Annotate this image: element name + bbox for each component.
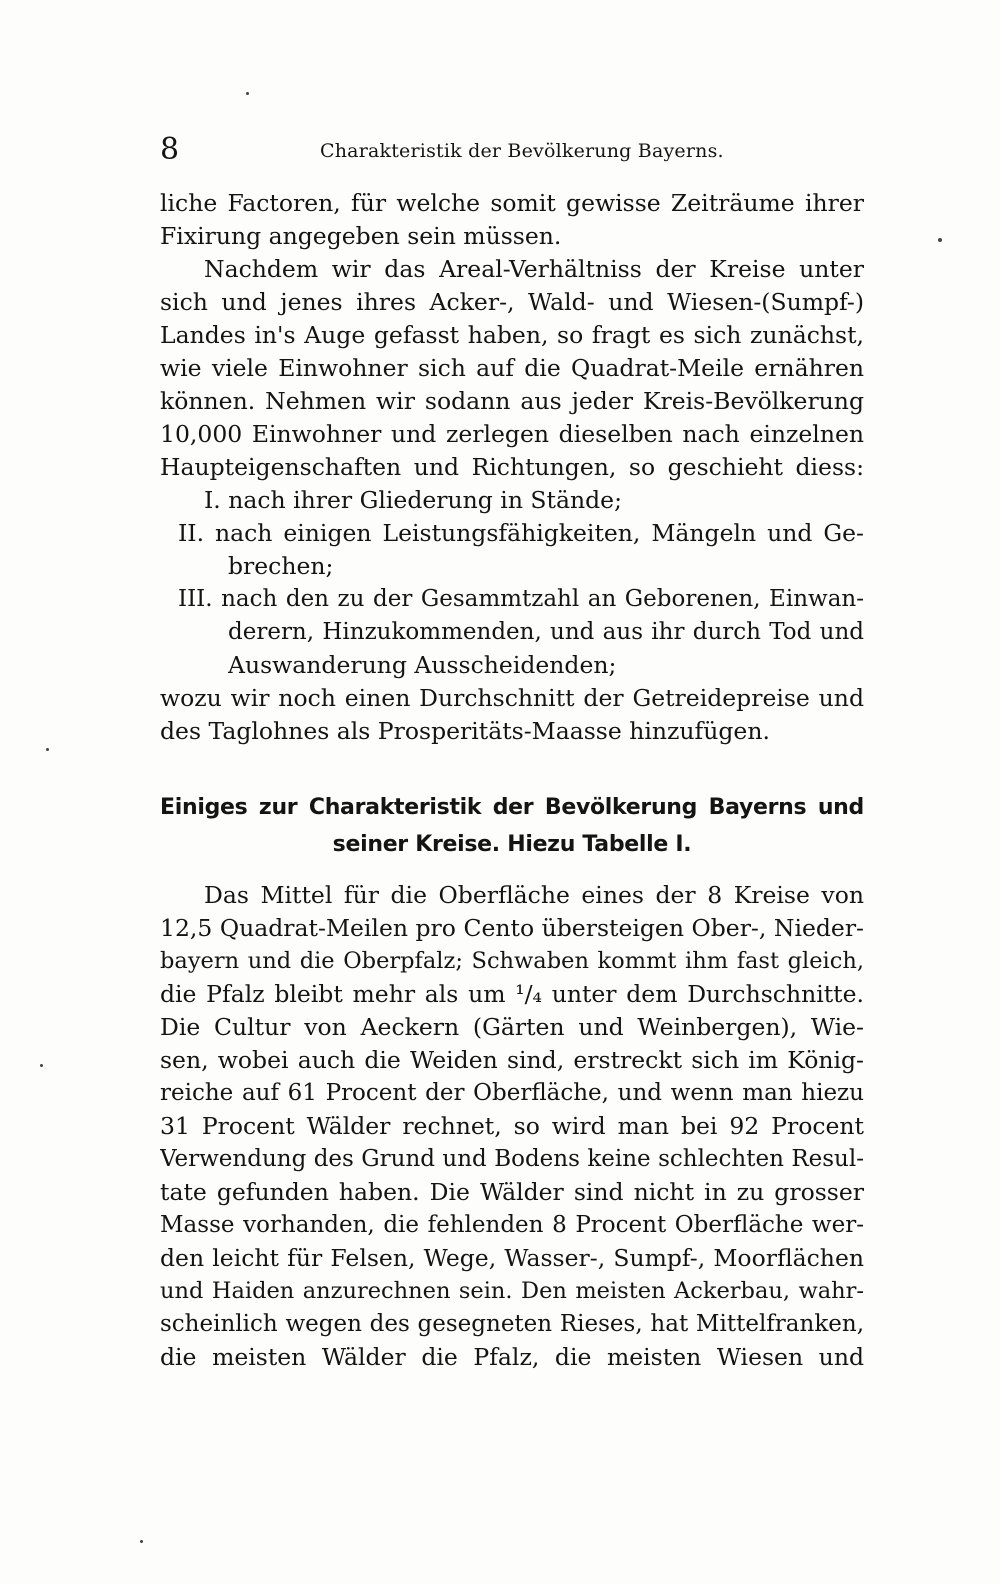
list-item-continuation: derern, Hinzukommenden, und aus ihr durch Tod und (228, 619, 864, 645)
scan-speck (938, 238, 942, 242)
text-line: Haupteigenschaften und Richtungen, so geschieht diess: (160, 453, 864, 481)
scan-speck (46, 748, 49, 751)
text-line: wie viele Einwohner sich auf die Quadrat-Meile ernähren (160, 354, 864, 382)
text-line: 10,000 Einwohner und zerlegen dieselben nach einzelnen (160, 420, 864, 448)
text-line: können. Nehmen wir sodann aus jeder Kreis-Bevölkerung (160, 387, 864, 415)
text-line: Verwendung des Grund und Bodens keine schlechten Resul- (160, 1146, 864, 1172)
text-line: reiche auf 61 Procent der Oberfläche, und wenn man hiezu (160, 1080, 864, 1106)
text-line: sich und jenes ihres Acker-, Wald- und Wiesen-(Sumpf-) (160, 288, 864, 316)
list-item-continuation: brechen; (228, 552, 334, 580)
list-item-continuation: Auswanderung Ausscheidenden; (228, 651, 617, 679)
text-line: und Haiden anzurechnen sein. Den meisten Ackerbau, wahr- (160, 1278, 864, 1304)
running-title: Charakteristik der Bevölkerung Bayerns. (320, 140, 724, 162)
text-line: bayern und die Oberpfalz; Schwaben kommt ihm fast gleich, (160, 948, 864, 974)
text-line: Das Mittel für die Oberfläche eines der 8 Kreise von (204, 881, 864, 909)
text-line: Fixirung angegeben sein müssen. (160, 222, 562, 250)
section-heading: seiner Kreise. Hiezu Tabelle I. (332, 832, 692, 857)
section-heading: Einiges zur Charakteristik der Bevölkerung Bayerns und (160, 795, 864, 820)
text-line: Masse vorhanden, die fehlenden 8 Procent Oberfläche wer- (160, 1212, 864, 1238)
list-item: I. nach ihrer Gliederung in Stände; (204, 486, 622, 514)
page-number: 8 (160, 132, 180, 167)
text-line: 31 Procent Wälder rechnet, so wird man bei 92 Procent (160, 1112, 864, 1140)
page-header (160, 130, 872, 170)
list-item: III. nach den zu der Gesammtzahl an Geborenen, Einwan- (178, 586, 864, 612)
text-line: tate gefunden haben. Die Wälder sind nicht in zu grosser (160, 1178, 864, 1206)
text-line: scheinlich wegen des gesegneten Rieses, hat Mittelfranken, (160, 1311, 864, 1337)
text-line: des Taglohnes als Prosperitäts-Maasse hinzufügen. (160, 717, 770, 745)
text-line: liche Factoren, für welche somit gewisse Zeiträume ihrer (160, 189, 864, 217)
text-line: Nachdem wir das Areal-Verhältniss der Kreise unter (204, 255, 864, 283)
text-line: 12,5 Quadrat-Meilen pro Cento übersteigen Ober-, Nieder- (160, 914, 864, 942)
list-item: II. nach einigen Leistungsfähigkeiten, Mängeln und Ge- (178, 519, 864, 547)
text-line: sen, wobei auch die Weiden sind, erstreckt sich im König- (160, 1046, 864, 1074)
text-line: Landes in's Auge gefasst haben, so fragt es sich zunächst, (160, 321, 864, 349)
scan-speck (246, 92, 249, 95)
text-line: Die Cultur von Aeckern (Gärten und Weinbergen), Wie- (160, 1013, 864, 1041)
text-line: wozu wir noch einen Durchschnitt der Getreidepreise und (160, 684, 864, 712)
scan-speck (40, 1064, 43, 1067)
text-line: die meisten Wälder die Pfalz, die meisten Wiesen und (160, 1343, 864, 1371)
text-line: den leicht für Felsen, Wege, Wasser-, Sumpf-, Moorflächen (160, 1244, 864, 1272)
scan-speck (140, 1540, 143, 1543)
text-line: die Pfalz bleibt mehr als um ¹/₄ unter dem Durchschnitte. (160, 980, 864, 1008)
